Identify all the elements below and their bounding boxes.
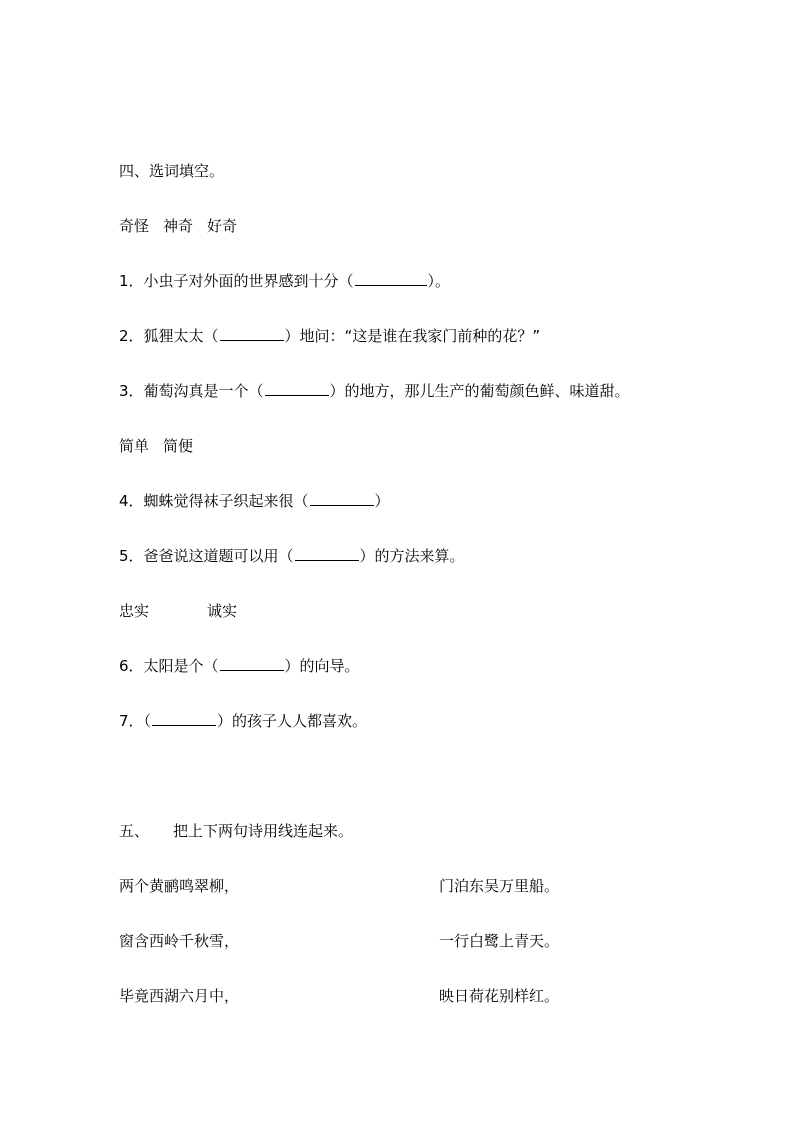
question-text: 7．（	[119, 712, 152, 730]
word-option: 忠实	[119, 602, 150, 620]
question-text: ）的方法来算。	[359, 547, 465, 565]
poem-left-line-3[interactable]: 毕竟西湖六月中，	[119, 987, 240, 1005]
word-option: 好奇	[207, 217, 238, 235]
section4-heading: 四、选词填空。	[119, 162, 225, 180]
poem-left-line-2[interactable]: 窗含西岭千秋雪，	[119, 932, 240, 950]
answer-blank[interactable]	[265, 381, 329, 396]
answer-blank[interactable]	[152, 711, 216, 726]
word-option: 简便	[163, 437, 194, 455]
answer-blank[interactable]	[310, 491, 374, 506]
poem-right-line-3[interactable]: 映日荷花别样红。	[439, 987, 560, 1005]
question-4	[119, 490, 390, 512]
word-group-2	[119, 435, 193, 457]
answer-blank[interactable]	[220, 656, 284, 671]
word-option: 神奇	[163, 217, 194, 235]
question-text: ）的孩子人人都喜欢。	[217, 712, 368, 730]
section-title: 把上下两句诗用线连起来。	[173, 822, 354, 840]
question-text: 5．爸爸说这道题可以用（	[119, 547, 294, 565]
word-group-1	[119, 215, 237, 237]
section-number: 五、	[119, 822, 150, 840]
section5-heading	[119, 820, 353, 842]
question-text: ）的向导。	[284, 657, 360, 675]
question-text: ）的地方，那儿生产的葡萄颜色鲜、味道甜。	[329, 382, 630, 400]
question-text: ）地问：“这是谁在我家门前种的花？”	[284, 327, 541, 345]
poem-right-line-1[interactable]: 门泊东吴万里船。	[439, 877, 560, 895]
question-1	[119, 270, 450, 292]
question-5	[119, 545, 465, 567]
answer-blank[interactable]	[295, 546, 359, 561]
word-option: 简单	[119, 437, 150, 455]
poem-left-line-1[interactable]: 两个黄鹂鸣翠柳，	[119, 877, 240, 895]
word-group-3	[119, 600, 237, 622]
question-text: ）。	[427, 272, 451, 290]
question-2	[119, 325, 540, 347]
answer-blank[interactable]	[355, 271, 427, 286]
poem-right-line-2[interactable]: 一行白鹭上青天。	[439, 932, 560, 950]
question-7	[119, 710, 367, 732]
question-text: 3．葡萄沟真是一个（	[119, 382, 264, 400]
question-6	[119, 655, 360, 677]
question-text: 2．狐狸太太（	[119, 327, 219, 345]
question-3	[119, 380, 630, 402]
question-text: ）	[374, 492, 390, 510]
word-option: 奇怪	[119, 217, 150, 235]
answer-blank[interactable]	[220, 326, 284, 341]
word-option: 诚实	[207, 602, 238, 620]
question-text: 4．蜘蛛觉得袜子织起来很（	[119, 492, 309, 510]
question-text: 6．太阳是个（	[119, 657, 219, 675]
question-text: 1．小虫子对外面的世界感到十分（	[119, 272, 354, 290]
